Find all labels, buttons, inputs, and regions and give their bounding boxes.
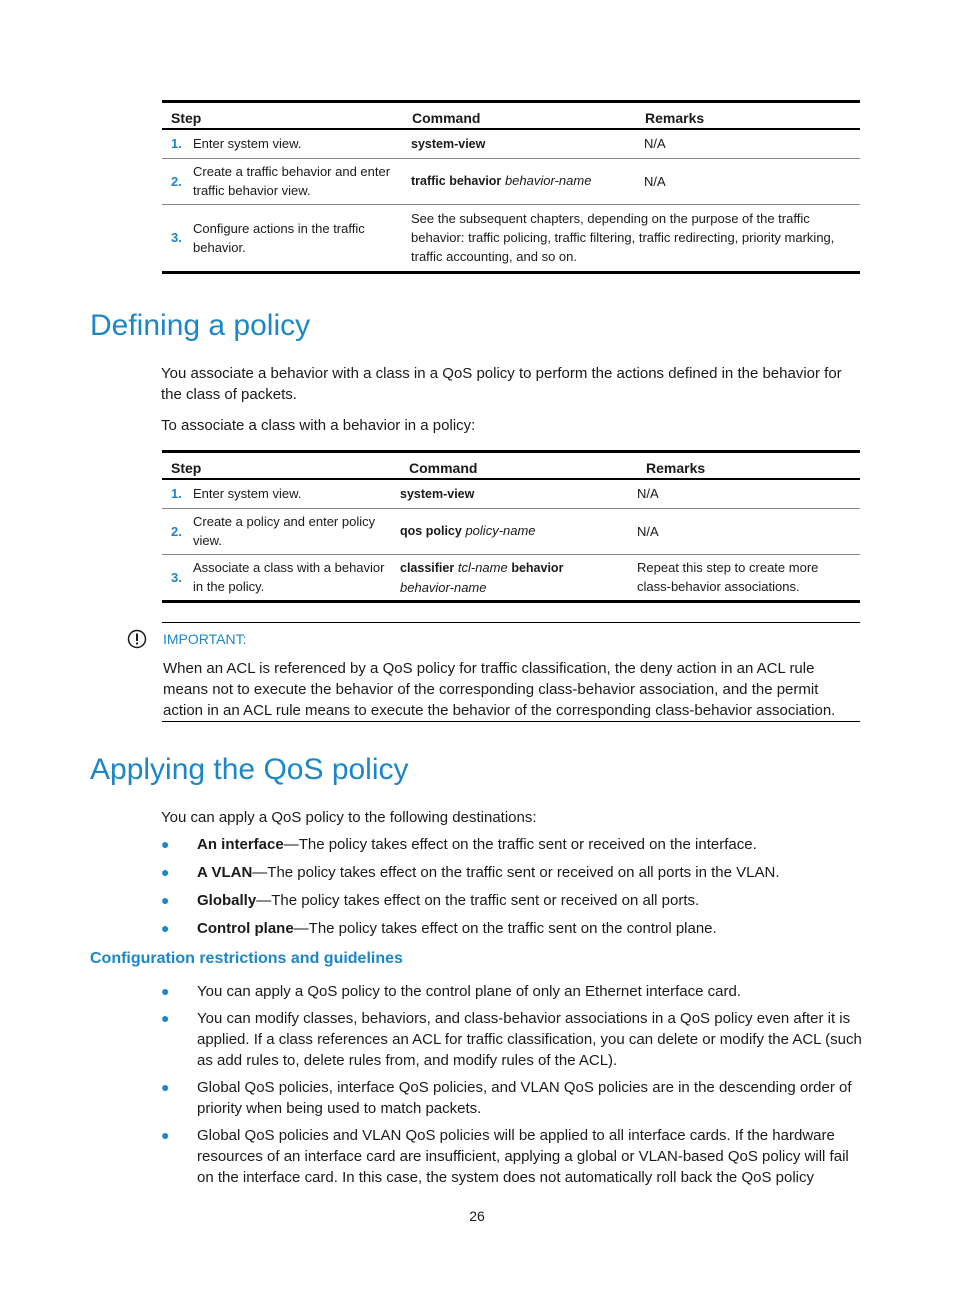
defining-policy-intro: You associate a behavior with a class in a QoS policy to perform the actions defined in the behavior for the class of packets.	[161, 365, 842, 403]
step-column-header: Step	[162, 452, 400, 480]
destination-text: —The policy takes effect on the traffic sent or received on all ports.	[256, 892, 700, 909]
step-description: Create a policy and enter policy view.	[193, 508, 400, 554]
step-command	[400, 508, 637, 554]
table-row	[162, 204, 860, 272]
table-row	[162, 554, 860, 601]
destination-text: —The policy takes effect on the traffic sent or received on the interface.	[283, 836, 757, 853]
defining-policy-lead: To associate a class with a behavior in a policy:	[161, 417, 476, 434]
destination-text: —The policy takes effect on the traffic sent on the control plane.	[293, 920, 717, 937]
page-number: 26	[469, 1208, 485, 1224]
list-item	[161, 1077, 866, 1119]
table-row	[162, 158, 860, 204]
command-keyword: behavior	[511, 560, 564, 575]
table-header-row	[162, 452, 860, 480]
applying-policy-intro: You can apply a QoS policy to the following destinations:	[161, 809, 537, 826]
step-number: 2.	[162, 508, 193, 554]
destination-list	[161, 834, 866, 939]
bullet-icon: ●	[161, 864, 170, 880]
applying-policy-heading: Applying the QoS policy	[90, 753, 409, 786]
destination-text: —The policy takes effect on the traffic sent or received on all ports in the VLAN.	[252, 864, 780, 881]
command-column-header: Command	[403, 102, 636, 130]
list-item	[161, 862, 866, 883]
important-label: IMPORTANT:	[163, 631, 247, 647]
restriction-text: Global QoS policies, interface QoS policies, and VLAN QoS policies are in the descending order of priority when being used to match packets.	[197, 1079, 852, 1117]
command-keyword: classifier	[400, 560, 455, 575]
important-text: When an ACL is referenced by a QoS policy for traffic classification, the deny action in an ACL rule means not to execute the behavior of the corresponding class-behavior association, and the permit action in an ACL rule means to execute the behavior of the corresponding class-behavior association.	[163, 660, 836, 719]
step-number: 3.	[162, 204, 193, 272]
command-keyword: system-view	[411, 136, 486, 151]
bullet-icon: ●	[161, 836, 170, 852]
step-command	[400, 479, 637, 508]
list-item	[161, 1125, 866, 1188]
command-argument: tcl-name	[457, 559, 508, 575]
step-description: Enter system view.	[193, 129, 403, 158]
destination-term: Control plane	[197, 920, 294, 937]
restriction-text: You can modify classes, behaviors, and class-behavior associations in a QoS policy even after it is applied. If a class references an ACL for traffic classification, you can delete or modify the ACL (such as add rules to, delete rules from, and modify rules of the ACL).	[197, 1010, 862, 1069]
command-keyword: traffic behavior	[411, 174, 502, 188]
bullet-icon: ●	[161, 892, 170, 908]
step-number: 1.	[162, 479, 193, 508]
step-number: 3.	[162, 554, 193, 601]
important-note	[162, 622, 860, 722]
step-column-header: Step	[162, 102, 403, 130]
table-row	[162, 479, 860, 508]
remarks-column-header: Remarks	[636, 102, 860, 130]
restriction-text: You can apply a QoS policy to the control plane of only an Ethernet interface card.	[197, 983, 741, 1000]
bullet-icon: ●	[161, 1010, 170, 1026]
list-item	[161, 834, 866, 855]
step-number: 2.	[162, 158, 193, 204]
destination-term: A VLAN	[197, 864, 253, 881]
bullet-icon: ●	[161, 1079, 170, 1095]
bullet-icon: ●	[161, 1127, 170, 1143]
step-description: Associate a class with a behavior in the policy.	[193, 554, 400, 601]
step-description: Configure actions in the traffic behavior.	[193, 204, 403, 272]
important-icon	[127, 629, 147, 649]
list-item	[161, 890, 866, 911]
step-remarks: See the subsequent chapters, depending on the purpose of the traffic behavior: traffic policing, traffic filtering, traffic redirecting, priority marking, traffic accounting, and so on.	[403, 204, 860, 272]
remarks-column-header: Remarks	[637, 452, 860, 480]
restrictions-list	[161, 981, 866, 1188]
step-command	[403, 129, 636, 158]
command-argument: behavior-name	[504, 173, 592, 188]
step-command	[403, 158, 636, 204]
table-row	[162, 129, 860, 158]
restriction-text: Global QoS policies and VLAN QoS policies will be applied to all interface cards. If the hardware resources of an interface card are insufficient, applying a global or VLAN-based QoS policy will fail on the interface card. In this case, the system does not automatically roll back the QoS policy	[197, 1127, 849, 1186]
restrictions-heading: Configuration restrictions and guidelines	[90, 950, 403, 967]
destination-term: Globally	[197, 892, 257, 909]
list-item	[161, 1008, 866, 1071]
step-remarks: Repeat this step to create more class-behavior associations.	[637, 554, 860, 601]
list-item	[161, 981, 866, 1002]
bullet-icon: ●	[161, 920, 170, 936]
step-description: Create a traffic behavior and enter traffic behavior view.	[193, 158, 403, 204]
bullet-icon: ●	[161, 983, 170, 999]
command-argument: behavior-name	[400, 579, 487, 595]
step-remarks: N/A	[637, 479, 860, 508]
command-keyword: qos policy	[400, 524, 462, 538]
traffic-behavior-steps-table	[162, 100, 860, 274]
policy-steps-table	[162, 450, 860, 603]
step-command	[400, 554, 637, 601]
destination-term: An interface	[197, 836, 284, 853]
step-remarks: N/A	[636, 129, 860, 158]
command-argument: policy-name	[465, 523, 536, 538]
step-remarks: N/A	[637, 508, 860, 554]
defining-policy-heading: Defining a policy	[90, 309, 311, 342]
table-header-row	[162, 102, 860, 130]
list-item	[161, 918, 866, 939]
command-column-header: Command	[400, 452, 637, 480]
step-number: 1.	[162, 129, 193, 158]
table-row	[162, 508, 860, 554]
command-keyword: system-view	[400, 486, 475, 501]
step-remarks: N/A	[636, 158, 860, 204]
step-description: Enter system view.	[193, 479, 400, 508]
